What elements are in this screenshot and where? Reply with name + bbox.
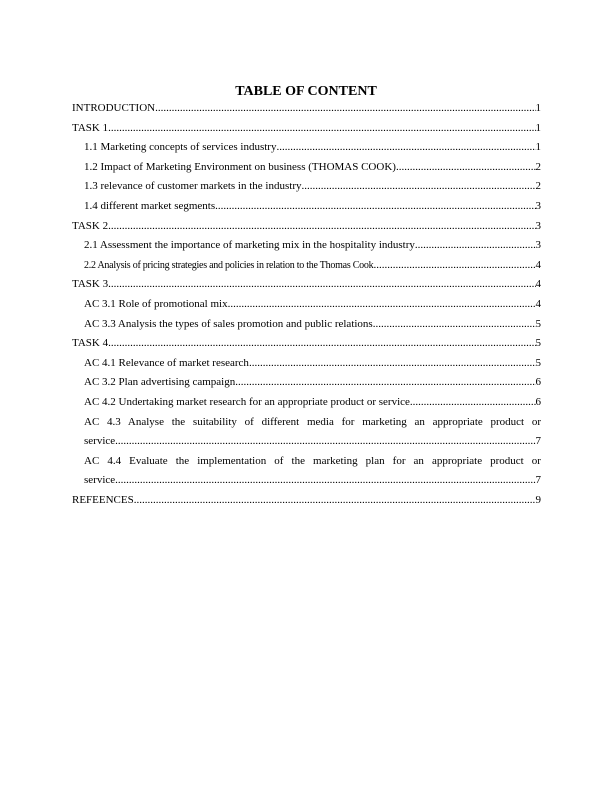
- toc-page-number: 1: [535, 121, 541, 134]
- toc-entry-text: 2.1 Assessment the importance of marketing mix in the hospitality industry: [84, 239, 415, 252]
- table-of-contents: [72, 99, 541, 510]
- toc-page-number: 7: [535, 435, 541, 448]
- toc-entry-text: AC 3.1 Role of promotional mix: [84, 297, 228, 310]
- toc-page-number: 5: [535, 356, 541, 369]
- toc-entry-text: 2.2 Analysis of pricing strategies and policies in relation to the Thomas Cook: [84, 259, 374, 271]
- toc-page-number: 6: [535, 376, 541, 389]
- dot-leader: [134, 491, 536, 511]
- dot-leader: [155, 99, 535, 119]
- toc-entry-second-line: [84, 471, 541, 491]
- toc-entry-text: TASK 4: [72, 337, 109, 350]
- toc-page-number: 4: [535, 258, 541, 271]
- toc-entry-second-line: [84, 432, 541, 452]
- dot-leader: [276, 138, 535, 158]
- toc-entry-references[interactable]: [72, 491, 541, 511]
- toc-entry-first-line: [84, 452, 541, 472]
- toc-entry-text: INTRODUCTION: [72, 102, 156, 114]
- toc-entry-ac-4-1[interactable]: [72, 354, 541, 374]
- toc-entry-ac-4-3[interactable]: [72, 413, 541, 452]
- dot-leader: [228, 295, 536, 315]
- toc-entry-text: TASK 2: [72, 219, 109, 232]
- toc-page-number: 2: [535, 160, 541, 173]
- toc-page-number: 5: [535, 317, 541, 330]
- toc-page-number: 2: [535, 180, 541, 193]
- dot-leader: [302, 177, 536, 197]
- toc-entry-1-4[interactable]: [72, 197, 541, 217]
- toc-entry-text: AC 3.2 Plan advertising campaign: [84, 376, 236, 389]
- toc-entry-ac-3-3[interactable]: [72, 315, 541, 335]
- toc-entry-text: AC 3.3 Analysis the types of sales promotion and public relations: [84, 317, 373, 330]
- dot-leader: [115, 432, 535, 452]
- toc-page-number: 7: [535, 474, 541, 487]
- toc-entry-task-1[interactable]: [72, 119, 541, 139]
- dot-leader: [108, 217, 535, 237]
- toc-page-number: 4: [535, 297, 541, 310]
- toc-entry-first-line: [84, 413, 541, 433]
- dot-leader: [415, 236, 536, 256]
- toc-entry-text: 1.3 relevance of customer markets in the industry: [84, 180, 302, 193]
- dot-leader: [215, 197, 535, 217]
- toc-entry-text: TASK 1: [72, 121, 109, 134]
- toc-entry-text: 1.4 different market segments: [84, 199, 216, 212]
- toc-entry-task-2[interactable]: [72, 217, 541, 237]
- toc-entry-introduction[interactable]: [72, 99, 541, 119]
- toc-page-number: 3: [535, 219, 541, 232]
- toc-entry-text: 1.2 Impact of Marketing Environment on business (THOMAS COOK): [84, 160, 396, 173]
- toc-entry-1-2[interactable]: [72, 158, 541, 178]
- toc-entry-text-line2: service: [84, 435, 116, 448]
- toc-entry-text: TASK 3: [72, 278, 109, 291]
- toc-entry-text: REFEENCES: [72, 493, 134, 506]
- dot-leader: [115, 471, 535, 491]
- dot-leader: [410, 393, 536, 413]
- toc-entry-ac-4-4[interactable]: [72, 452, 541, 491]
- dot-leader: [373, 256, 535, 276]
- toc-entry-text: AC 4.1 Relevance of market research: [84, 356, 249, 369]
- dot-leader: [108, 119, 535, 139]
- toc-entry-text-line2: service: [84, 474, 116, 487]
- toc-entry-2-1[interactable]: [72, 236, 541, 256]
- toc-entry-1-1[interactable]: [72, 138, 541, 158]
- toc-page-number: 1: [535, 141, 541, 154]
- toc-page-number: 9: [535, 493, 541, 506]
- dot-leader: [108, 334, 535, 354]
- toc-entry-text-line1: AC 4.3 Analyse the suitability of different media for marketing an appropriate product or: [84, 415, 542, 428]
- dot-leader: [249, 354, 536, 374]
- toc-entry-text: AC 4.2 Undertaking market research for an appropriate product or service: [84, 395, 410, 408]
- toc-page-number: 3: [535, 199, 541, 212]
- toc-entry-task-3[interactable]: [72, 275, 541, 295]
- toc-entry-ac-3-1[interactable]: [72, 295, 541, 315]
- dot-leader: [235, 373, 535, 393]
- toc-title: TABLE OF CONTENT: [235, 84, 377, 99]
- toc-page-number: 5: [535, 337, 541, 350]
- toc-page-number: 4: [535, 278, 541, 291]
- toc-entry-text: 1.1 Marketing concepts of services industry: [84, 141, 277, 154]
- toc-entry-ac-3-2[interactable]: [72, 373, 541, 393]
- toc-page-number: 3: [535, 239, 541, 252]
- toc-entry-1-3[interactable]: [72, 177, 541, 197]
- toc-page-number: 1: [535, 102, 541, 114]
- toc-entry-text-line1: AC 4.4 Evaluate the implementation of the marketing plan for an appropriate product or: [84, 454, 541, 467]
- dot-leader: [373, 315, 536, 335]
- toc-entry-ac-4-2[interactable]: [72, 393, 541, 413]
- toc-entry-2-2[interactable]: [72, 256, 541, 276]
- dot-leader: [108, 275, 535, 295]
- toc-entry-task-4[interactable]: [72, 334, 541, 354]
- toc-page-number: 6: [535, 395, 541, 408]
- dot-leader: [396, 158, 536, 178]
